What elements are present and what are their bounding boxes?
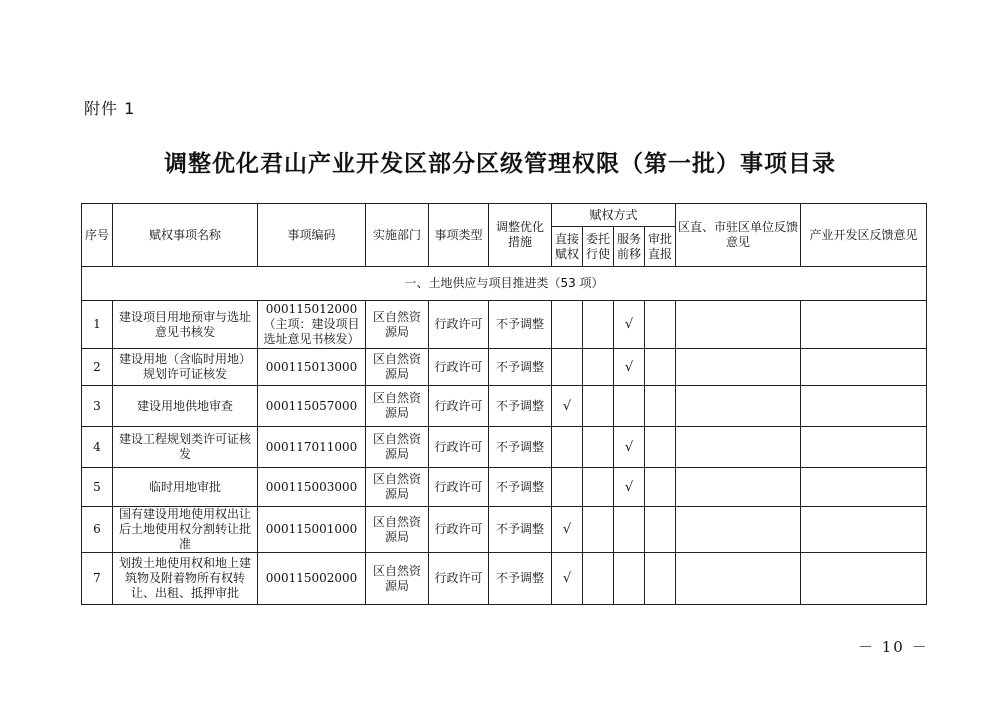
catalog-table (81, 203, 927, 605)
cell-mode-approve (645, 468, 676, 507)
cell-mode-entrust (583, 507, 614, 553)
cell-dept: 区自然资源局 (366, 349, 429, 386)
cell-mode-direct (552, 301, 583, 349)
col-header-seq: 序号 (82, 204, 113, 267)
cell-name: 临时用地审批 (113, 468, 258, 507)
table-row (82, 301, 927, 349)
cell-feedback-district (676, 468, 801, 507)
cell-type: 行政许可 (429, 553, 489, 605)
col-header-name: 赋权事项名称 (113, 204, 258, 267)
cell-dept: 区自然资源局 (366, 553, 429, 605)
table-row (82, 507, 927, 553)
cell-feedback-district (676, 507, 801, 553)
cell-seq: 3 (82, 386, 113, 427)
cell-adjust: 不予调整 (489, 427, 552, 468)
cell-seq: 7 (82, 553, 113, 605)
cell-seq: 6 (82, 507, 113, 553)
col-header-mode-entrust: 委托行使 (583, 227, 614, 267)
cell-mode-direct (552, 468, 583, 507)
cell-mode-service (614, 507, 645, 553)
cell-code: 000115057000 (258, 386, 366, 427)
cell-mode-service (614, 427, 645, 468)
cell-code: 000115002000 (258, 553, 366, 605)
cell-mode-entrust (583, 427, 614, 468)
cell-name: 国有建设用地使用权出让后土地使用权分割转让批准 (113, 507, 258, 553)
cell-code: 000115012000（主项：建设项目选址意见书核发） (258, 301, 366, 349)
cell-name: 划拨土地使用权和地上建筑物及附着物所有权转让、出租、抵押审批 (113, 553, 258, 605)
table-row (82, 468, 927, 507)
cell-mode-service (614, 386, 645, 427)
cell-code: 000115003000 (258, 468, 366, 507)
cell-code: 000115013000 (258, 349, 366, 386)
cell-name: 建设工程规划类许可证核发 (113, 427, 258, 468)
cell-dept: 区自然资源局 (366, 468, 429, 507)
category-row (82, 267, 927, 301)
cell-mode-service (614, 553, 645, 605)
cell-seq: 4 (82, 427, 113, 468)
cell-feedback-zone (801, 507, 927, 553)
col-header-mode-group: 赋权方式 (552, 204, 676, 227)
check-mark: √ (562, 522, 572, 537)
cell-dept: 区自然资源局 (366, 301, 429, 349)
cell-feedback-district (676, 349, 801, 386)
cell-type: 行政许可 (429, 507, 489, 553)
cell-seq: 5 (82, 468, 113, 507)
cell-adjust: 不予调整 (489, 553, 552, 605)
cell-mode-entrust (583, 386, 614, 427)
cell-mode-approve (645, 507, 676, 553)
category-label: 一、土地供应与项目推进类（53 项） (82, 267, 927, 301)
col-header-mode-direct: 直接赋权 (552, 227, 583, 267)
cell-mode-service (614, 468, 645, 507)
cell-mode-direct (552, 386, 583, 427)
col-header-dept: 实施部门 (366, 204, 429, 267)
cell-name: 建设项目用地预审与选址意见书核发 (113, 301, 258, 349)
cell-feedback-zone (801, 468, 927, 507)
check-mark: √ (562, 571, 572, 586)
check-mark: √ (624, 359, 634, 375)
cell-mode-direct (552, 507, 583, 553)
cell-type: 行政许可 (429, 427, 489, 468)
col-header-adjust: 调整优化措施 (489, 204, 552, 267)
cell-mode-service (614, 301, 645, 349)
cell-mode-entrust (583, 553, 614, 605)
table-row (82, 427, 927, 468)
cell-adjust: 不予调整 (489, 468, 552, 507)
cell-feedback-district (676, 386, 801, 427)
cell-type: 行政许可 (429, 301, 489, 349)
col-header-feedback-zone: 产业开发区反馈意见 (801, 204, 927, 267)
cell-type: 行政许可 (429, 386, 489, 427)
check-mark: √ (562, 398, 572, 414)
cell-type: 行政许可 (429, 468, 489, 507)
cell-dept: 区自然资源局 (366, 427, 429, 468)
cell-mode-entrust (583, 301, 614, 349)
cell-code: 000115001000 (258, 507, 366, 553)
table-row (82, 386, 927, 427)
col-header-type: 事项类型 (429, 204, 489, 267)
cell-seq: 1 (82, 301, 113, 349)
cell-feedback-district (676, 553, 801, 605)
attachment-label: 附件 1 (84, 99, 136, 118)
table-row (82, 349, 927, 386)
check-mark: √ (624, 479, 634, 495)
cell-feedback-district (676, 427, 801, 468)
cell-feedback-zone (801, 349, 927, 386)
cell-mode-approve (645, 553, 676, 605)
cell-mode-approve (645, 349, 676, 386)
cell-mode-direct (552, 349, 583, 386)
cell-mode-approve (645, 427, 676, 468)
cell-adjust: 不予调整 (489, 349, 552, 386)
header-row (82, 204, 927, 227)
col-header-mode-approve: 审批直报 (645, 227, 676, 267)
col-header-code: 事项编码 (258, 204, 366, 267)
cell-code: 000117011000 (258, 427, 366, 468)
cell-adjust: 不予调整 (489, 301, 552, 349)
document-title: 调整优化君山产业开发区部分区级管理权限（第一批）事项目录 (164, 151, 836, 177)
table-row (82, 553, 927, 605)
cell-mode-entrust (583, 349, 614, 386)
cell-seq: 2 (82, 349, 113, 386)
cell-type: 行政许可 (429, 349, 489, 386)
cell-mode-direct (552, 553, 583, 605)
cell-dept: 区自然资源局 (366, 386, 429, 427)
check-mark: √ (624, 317, 634, 332)
cell-mode-direct (552, 427, 583, 468)
col-header-mode-service: 服务前移 (614, 227, 645, 267)
cell-adjust: 不予调整 (489, 507, 552, 553)
cell-feedback-zone (801, 553, 927, 605)
cell-feedback-district (676, 301, 801, 349)
cell-feedback-zone (801, 427, 927, 468)
cell-mode-approve (645, 386, 676, 427)
cell-feedback-zone (801, 386, 927, 427)
page-number: － 10 － (858, 638, 929, 656)
cell-mode-approve (645, 301, 676, 349)
cell-mode-entrust (583, 468, 614, 507)
cell-dept: 区自然资源局 (366, 507, 429, 553)
cell-mode-service (614, 349, 645, 386)
cell-name: 建设用地（含临时用地）规划许可证核发 (113, 349, 258, 386)
col-header-feedback-district: 区直、市驻区单位反馈意见 (676, 204, 801, 267)
cell-name: 建设用地供地审查 (113, 386, 258, 427)
cell-feedback-zone (801, 301, 927, 349)
check-mark: √ (624, 439, 634, 455)
cell-adjust: 不予调整 (489, 386, 552, 427)
